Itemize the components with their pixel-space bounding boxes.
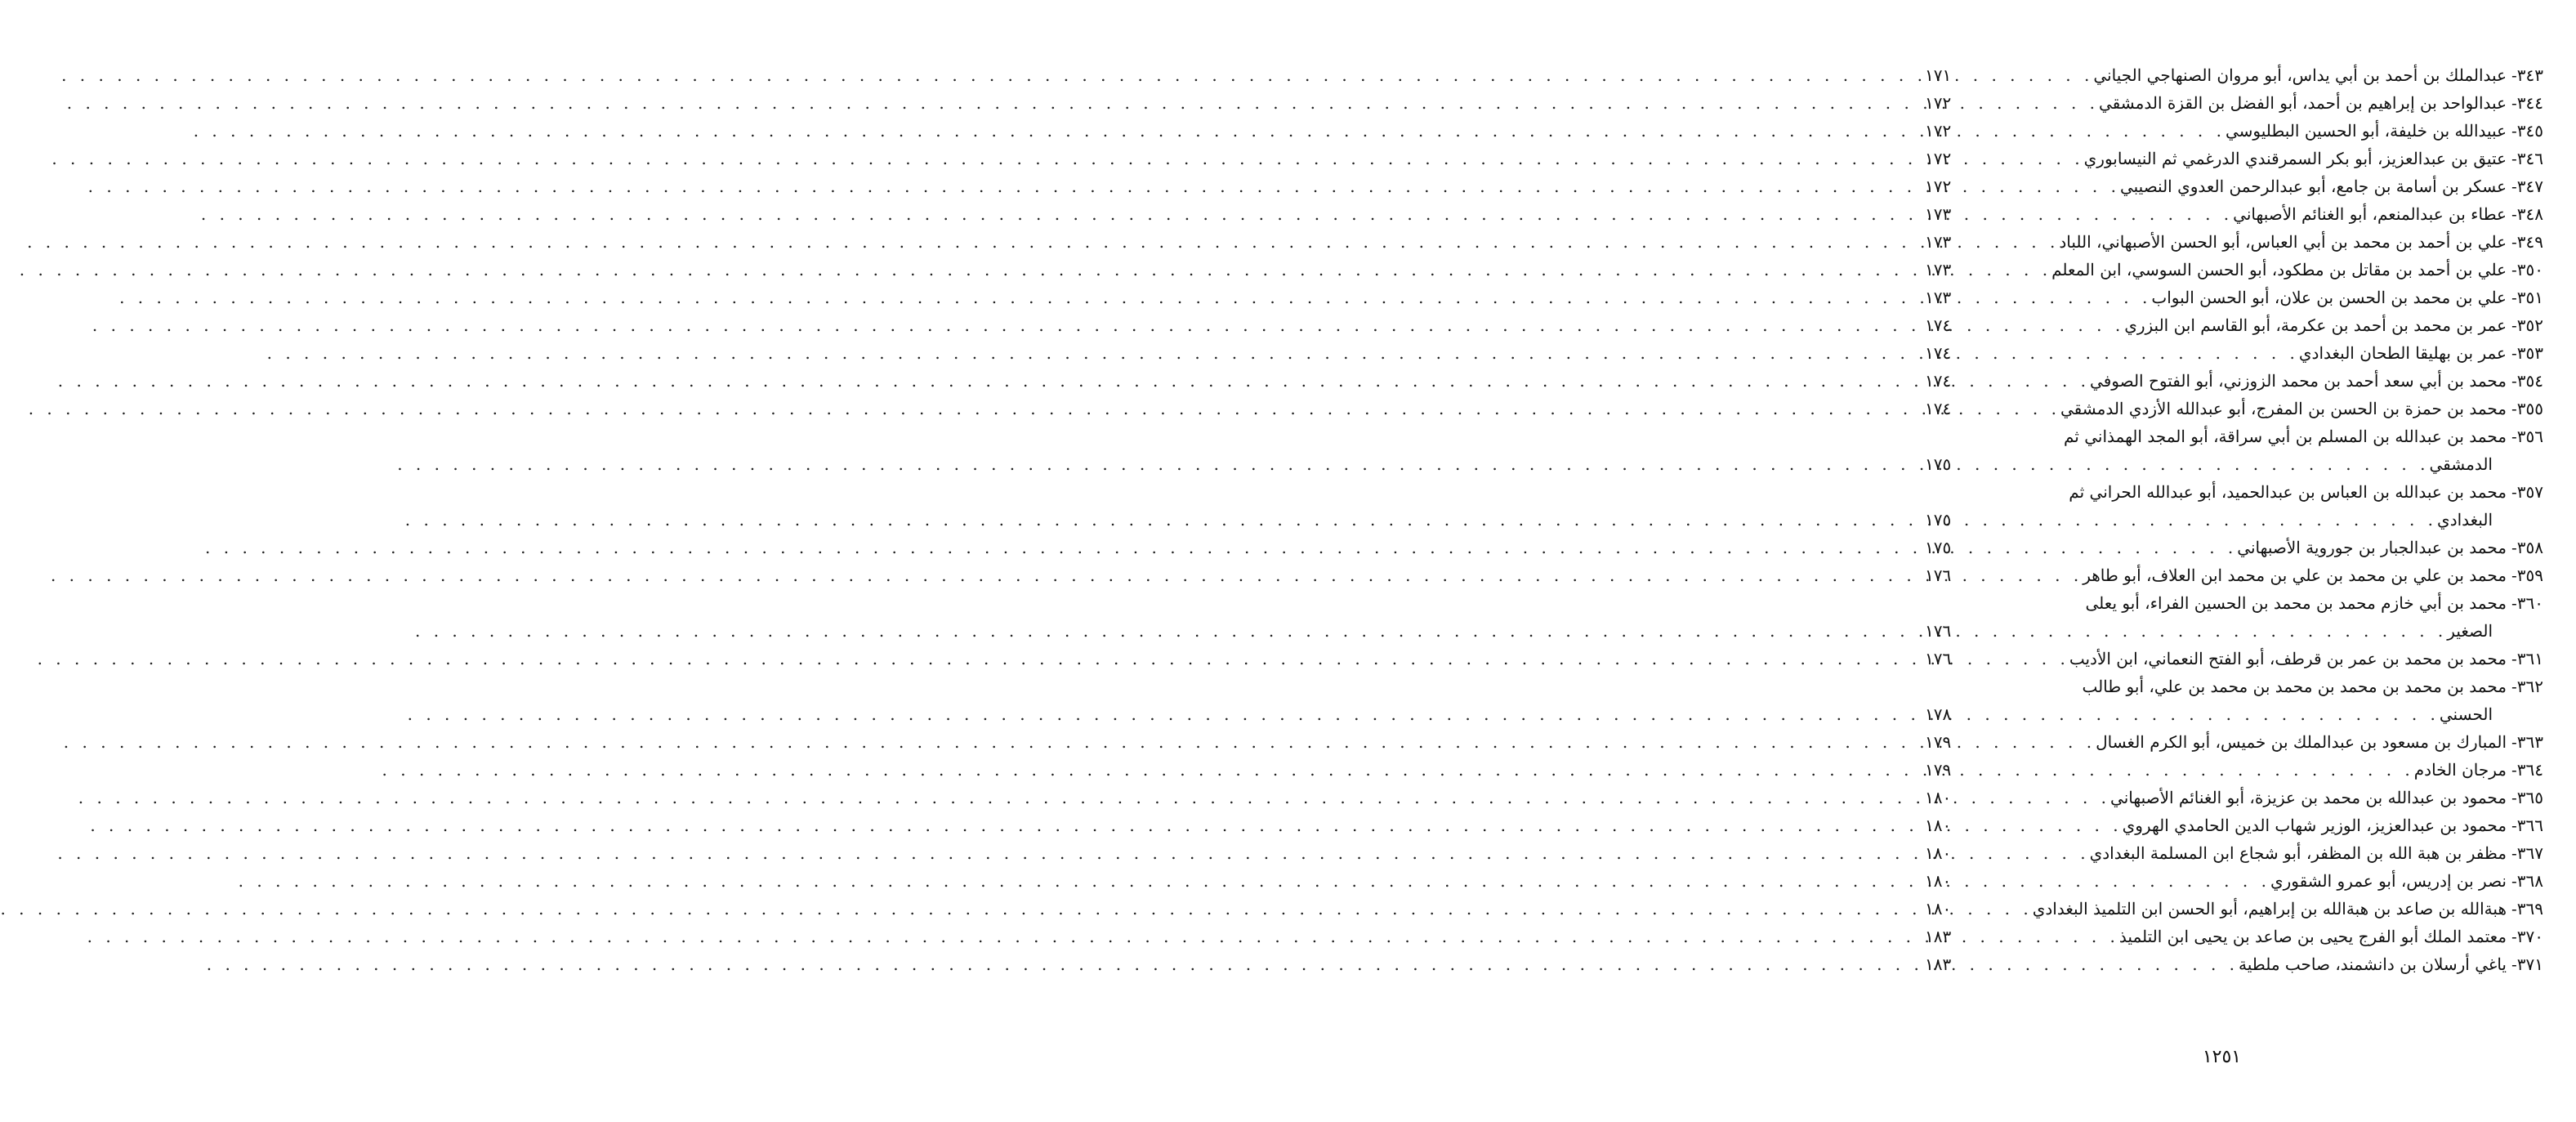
entry-page-number: ١٧٩ bbox=[1925, 760, 1952, 780]
toc-entry bbox=[1925, 200, 2543, 228]
entry-number: ٣٦٥- bbox=[2511, 788, 2543, 807]
entry-number: ٣٦٢- bbox=[2511, 677, 2543, 696]
entry-number: ٣٥٦- bbox=[2511, 427, 2543, 446]
entry-number: ٣٦٣- bbox=[2511, 732, 2543, 752]
entry-page-number: ١٧٨ bbox=[1925, 704, 1952, 724]
dot-leader bbox=[1967, 117, 2226, 145]
toc-entry bbox=[1925, 339, 2543, 367]
entry-page-number: ١٨٣ bbox=[1925, 927, 1952, 946]
entry-title: محمد بن علي بن محمد بن علي بن محمد ابن العلاف، أبو طاهر bbox=[2083, 565, 2507, 585]
dot-leader bbox=[1967, 284, 2151, 311]
entry-page-number: ١٨٠ bbox=[1925, 871, 1952, 891]
dot-leader bbox=[1967, 867, 2270, 895]
entry-title: محمد بن أبي خازم محمد بن محمد بن الحسين الفراء، أبو يعلى bbox=[2085, 593, 2507, 613]
entry-page-number: ١٧٣ bbox=[1925, 204, 1952, 224]
dot-leader bbox=[1967, 256, 2051, 284]
entry-number: ٣٥١- bbox=[2511, 288, 2543, 307]
dot-leader bbox=[1967, 145, 2084, 172]
entry-number: ٣٤٩- bbox=[2511, 232, 2543, 252]
entry-number: ٣٥٠- bbox=[2511, 260, 2543, 279]
entry-page-number: ١٧٦ bbox=[1925, 621, 1952, 641]
toc-entry bbox=[1925, 311, 2543, 339]
entry-number: ٣٤٨- bbox=[2511, 204, 2543, 224]
entry-number: ٣٥٤- bbox=[2511, 371, 2543, 391]
entry-number: ٣٥٩- bbox=[2511, 565, 2543, 585]
entry-page-number: ١٧٦ bbox=[1925, 649, 1952, 668]
toc-entry bbox=[1925, 673, 2543, 700]
toc-entry bbox=[1925, 534, 2543, 561]
entry-page-number: ١٧١ bbox=[1925, 65, 1952, 85]
entry-title: عتيق بن عبدالعزيز، أبو بكر السمرقندي الدرغمي ثم النيسابوري bbox=[2083, 149, 2507, 168]
dot-leader bbox=[1967, 561, 2083, 589]
toc-entry bbox=[1925, 950, 2543, 978]
dot-leader bbox=[1967, 756, 2414, 784]
entry-title: مظفر بن هبة الله بن المظفر، أبو شجاع ابن المسلمة البغدادي bbox=[2089, 843, 2507, 863]
dot-leader bbox=[1967, 367, 2090, 395]
entry-page-number: ١٨٠ bbox=[1925, 788, 1952, 807]
entry-number: ٣٤٣- bbox=[2511, 65, 2543, 85]
toc-entry-continuation bbox=[1925, 450, 2543, 478]
entry-number: ٣٧٠- bbox=[2511, 927, 2543, 946]
entry-title: ياغي أرسلان بن دانشمند، صاحب ملطية bbox=[2239, 954, 2507, 974]
dot-leader bbox=[1967, 450, 2430, 478]
dot-leader bbox=[1967, 339, 2299, 367]
entry-page-number: ١٧٤ bbox=[1925, 315, 1952, 335]
entry-title: الحسني bbox=[2439, 704, 2493, 724]
toc-entry bbox=[1925, 395, 2543, 422]
entry-title: محمد بن أبي سعد أحمد بن محمد الزوزني، أبو الفتوح الصوفي bbox=[2090, 371, 2507, 391]
entry-number: ٣٦٠- bbox=[2511, 593, 2543, 613]
dot-leader bbox=[1967, 784, 2110, 811]
entry-page-number: ١٧٩ bbox=[1925, 732, 1952, 752]
entry-number: ٣٧١- bbox=[2511, 954, 2543, 974]
entry-title: محمد بن محمد بن عمر بن قرطف، أبو الفتح النعماني، ابن الأديب bbox=[2069, 649, 2507, 668]
entry-title: مرجان الخادم bbox=[2413, 760, 2507, 780]
document-page bbox=[1868, 0, 2576, 1122]
entry-page-number: ١٧٢ bbox=[1925, 149, 1952, 168]
toc-entry bbox=[1925, 561, 2543, 589]
toc-entry bbox=[1925, 145, 2543, 172]
entry-page-number: ١٨٠ bbox=[1925, 843, 1952, 863]
entry-page-number: ١٧٤ bbox=[1925, 371, 1952, 391]
dot-leader bbox=[1967, 311, 2124, 339]
entry-page-number: ١٧٣ bbox=[1925, 232, 1952, 252]
entry-number: ٣٥٥- bbox=[2511, 399, 2543, 418]
entry-title: محمد بن عبدالله بن المسلم بن أبي سراقة، أبو المجد الهمذاني ثم bbox=[2064, 427, 2507, 446]
entry-title: البغدادي bbox=[2437, 510, 2493, 530]
dot-leader bbox=[1967, 923, 2119, 950]
entry-page-number: ١٧٢ bbox=[1925, 121, 1952, 141]
entry-number: ٣٦٨- bbox=[2511, 871, 2543, 891]
entry-title: علي بن محمد بن الحسن بن علان، أبو الحسن البواب bbox=[2151, 288, 2507, 307]
toc-entry bbox=[1925, 839, 2543, 867]
entry-number: ٣٤٥- bbox=[2511, 121, 2543, 141]
entry-page-number: ١٨٣ bbox=[1925, 954, 1952, 974]
entry-title: عسكر بن أسامة بن جامع، أبو عبدالرحمن العدوي النصيبي bbox=[2119, 177, 2507, 196]
entry-page-number: ١٧٣ bbox=[1925, 288, 1952, 307]
entry-number: ٣٦٤- bbox=[2511, 760, 2543, 780]
dot-leader bbox=[1967, 950, 2239, 978]
dot-leader bbox=[1967, 200, 2233, 228]
toc-entry-continuation bbox=[1925, 617, 2543, 645]
dot-leader bbox=[1967, 89, 2099, 117]
toc-entry bbox=[1925, 923, 2543, 950]
toc-entry bbox=[1925, 895, 2543, 923]
entry-title: عبيدالله بن خليفة، أبو الحسين البطليوسي bbox=[2225, 121, 2507, 141]
toc-entry-continuation bbox=[1925, 506, 2543, 534]
dot-leader bbox=[1967, 645, 2069, 673]
toc-entry bbox=[1925, 284, 2543, 311]
entry-number: ٣٦٩- bbox=[2511, 899, 2543, 919]
toc-entry bbox=[1925, 478, 2543, 506]
entry-page-number: ١٧٥ bbox=[1925, 454, 1952, 474]
entry-title: هبةالله بن صاعد بن هبةالله بن إبراهيم، أبو الحسن ابن التلميذ البغدادي bbox=[2032, 899, 2507, 919]
entry-number: ٣٥٣- bbox=[2511, 343, 2543, 363]
dot-leader bbox=[1967, 700, 2440, 728]
entry-title: عبدالملك بن أحمد بن أبي يداس، أبو مروان الصنهاجي الجياني bbox=[2093, 65, 2507, 85]
toc-entry bbox=[1925, 645, 2543, 673]
dot-leader bbox=[1967, 617, 2447, 645]
toc-entry bbox=[1925, 89, 2543, 117]
entry-page-number: ١٨٠ bbox=[1925, 899, 1952, 919]
dot-leader bbox=[1967, 811, 2123, 839]
entry-number: ٣٦١- bbox=[2511, 649, 2543, 668]
toc-entry bbox=[1925, 756, 2543, 784]
entry-page-number: ١٧٥ bbox=[1925, 538, 1952, 557]
entry-title: محمد بن حمزة بن الحسن بن المفرج، أبو عبدالله الأزدي الدمشقي bbox=[2060, 399, 2507, 418]
toc-entry bbox=[1925, 117, 2543, 145]
entry-title: عبدالواحد بن إبراهيم بن أحمد، أبو الفضل بن القزة الدمشقي bbox=[2099, 93, 2507, 113]
entry-page-number: ١٧٤ bbox=[1925, 343, 1952, 363]
dot-leader bbox=[1967, 395, 2060, 422]
toc-entry bbox=[1925, 867, 2543, 895]
entry-title: محمود بن عبدالله بن محمد بن عزيزة، أبو الغنائم الأصبهاني bbox=[2110, 788, 2507, 807]
entry-page-number: ١٧٥ bbox=[1925, 510, 1952, 530]
entry-number: ٣٥٧- bbox=[2511, 482, 2543, 502]
dot-leader bbox=[1967, 728, 2096, 756]
entry-number: ٣٤٤- bbox=[2511, 93, 2543, 113]
entry-title: محمد بن عبدالله بن العباس بن عبدالحميد، أبو عبدالله الحراني ثم bbox=[2069, 482, 2507, 502]
toc-entry bbox=[1925, 422, 2543, 450]
dot-leader bbox=[1967, 61, 2093, 89]
entry-number: ٣٦٦- bbox=[2511, 816, 2543, 835]
toc-entry-continuation bbox=[1925, 700, 2543, 728]
entry-title: الدمشقي bbox=[2429, 454, 2493, 474]
entry-title: المبارك بن مسعود بن عبدالملك بن خميس، أبو الكرم الغسال bbox=[2096, 732, 2507, 752]
entry-title: محمد بن عبدالجبار بن جوروية الأصبهاني bbox=[2237, 538, 2507, 557]
toc-entry bbox=[1925, 589, 2543, 617]
entry-title: علي بن أحمد بن مقاتل بن مطكود، أبو الحسن السوسي، ابن المعلم bbox=[2051, 260, 2507, 279]
entry-title: محمد بن محمد بن محمد بن محمد بن محمد بن علي، أبو طالب bbox=[2082, 677, 2507, 696]
entry-page-number: ١٧٦ bbox=[1925, 565, 1952, 585]
entry-title: الصغير bbox=[2447, 621, 2493, 641]
toc-entry bbox=[1925, 228, 2543, 256]
entry-title: علي بن أحمد بن محمد بن أبي العباس، أبو الحسن الأصبهاني، اللباد bbox=[2059, 232, 2507, 252]
entry-title: محمود بن عبدالعزيز، الوزير شهاب الدين الحامدي الهروي bbox=[2122, 816, 2507, 835]
toc-entry bbox=[1925, 784, 2543, 811]
dot-leader bbox=[1967, 506, 2437, 534]
entry-page-number: ١٨٠ bbox=[1925, 816, 1952, 835]
toc-entry bbox=[1925, 172, 2543, 200]
dot-leader bbox=[1967, 839, 2090, 867]
entry-title: نصر بن إدريس، أبو عمرو الشقوري bbox=[2270, 871, 2507, 891]
entry-number: ٣٤٦- bbox=[2511, 149, 2543, 168]
dot-leader bbox=[1967, 895, 2033, 923]
entry-number: ٣٦٧- bbox=[2511, 843, 2543, 863]
dot-leader bbox=[1967, 534, 2237, 561]
page-number: ١٢٥١ bbox=[2202, 1047, 2242, 1067]
entry-title: معتمد الملك أبو الفرج يحيى بن صاعد بن يحيى ابن التلميذ bbox=[2118, 927, 2507, 946]
entry-page-number: ١٧٣ bbox=[1925, 260, 1952, 279]
dot-leader bbox=[1967, 228, 2059, 256]
toc-entry bbox=[1925, 61, 2543, 89]
entry-title: عطاء بن عبدالمنعم، أبو الغنائم الأصبهاني bbox=[2233, 204, 2507, 224]
table-of-contents bbox=[1925, 61, 2543, 978]
entry-title: عمر بن محمد بن أحمد بن عكرمة، أبو القاسم ابن البزري bbox=[2124, 315, 2507, 335]
toc-entry bbox=[1925, 728, 2543, 756]
entry-number: ٣٤٧- bbox=[2511, 177, 2543, 196]
entry-number: ٣٥٢- bbox=[2511, 315, 2543, 335]
dot-leader bbox=[1967, 172, 2120, 200]
toc-entry bbox=[1925, 367, 2543, 395]
entry-page-number: ١٧٤ bbox=[1925, 399, 1952, 418]
entry-page-number: ١٧٢ bbox=[1925, 177, 1952, 196]
entry-number: ٣٥٨- bbox=[2511, 538, 2543, 557]
toc-entry bbox=[1925, 811, 2543, 839]
entry-title: عمر بن بهليقا الطحان البغدادي bbox=[2298, 343, 2507, 363]
toc-entry bbox=[1925, 256, 2543, 284]
entry-page-number: ١٧٢ bbox=[1925, 93, 1952, 113]
